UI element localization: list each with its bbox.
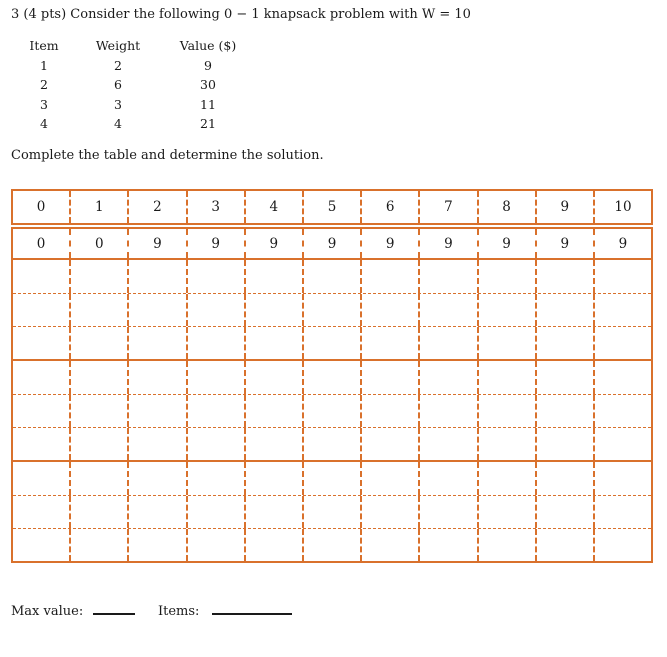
empty-cell[interactable] <box>593 294 651 326</box>
capacity-cell: 1 <box>69 191 127 223</box>
capacity-cell: 6 <box>360 191 418 223</box>
item-row <box>20 56 248 76</box>
empty-cell[interactable] <box>127 294 185 326</box>
empty-row-group <box>11 361 653 462</box>
empty-row-group <box>11 260 653 361</box>
capacity-cell: 8 <box>477 191 535 223</box>
empty-cell[interactable] <box>13 462 69 495</box>
empty-cell[interactable] <box>186 395 244 427</box>
items-table <box>20 36 248 134</box>
empty-cell[interactable] <box>302 395 360 427</box>
empty-cell[interactable] <box>244 294 302 326</box>
empty-cell[interactable] <box>360 327 418 359</box>
capacity-cell: 9 <box>535 191 593 223</box>
item-row <box>20 95 248 115</box>
item-row <box>20 75 248 95</box>
empty-cell[interactable] <box>593 428 651 460</box>
item-number: 3 <box>40 96 48 112</box>
empty-cell[interactable] <box>244 496 302 528</box>
empty-cell[interactable] <box>477 395 535 427</box>
empty-cell[interactable] <box>244 395 302 427</box>
capacity-cell: 0 <box>36 199 46 215</box>
empty-row <box>13 528 651 561</box>
empty-cell[interactable] <box>477 294 535 326</box>
empty-cell[interactable] <box>535 428 593 460</box>
empty-cell[interactable] <box>244 428 302 460</box>
empty-cell[interactable] <box>418 395 476 427</box>
max-value-blank[interactable] <box>93 599 135 615</box>
empty-cell[interactable] <box>477 529 535 561</box>
empty-cell[interactable] <box>418 529 476 561</box>
empty-row <box>13 462 651 495</box>
empty-cell[interactable] <box>244 462 302 495</box>
item-row <box>20 114 248 134</box>
item-weight: 3 <box>114 96 122 112</box>
item-number: 1 <box>40 57 48 73</box>
empty-cell[interactable] <box>418 361 476 394</box>
empty-cell[interactable] <box>127 496 185 528</box>
empty-row <box>13 293 651 326</box>
empty-cell[interactable] <box>535 462 593 495</box>
items-field <box>158 599 292 619</box>
empty-cell[interactable] <box>535 260 593 293</box>
capacity-cell: 3 <box>186 191 244 223</box>
capacity-cell: 2 <box>127 191 185 223</box>
base-cell: 0 <box>36 235 46 252</box>
empty-cell[interactable] <box>13 260 69 293</box>
empty-cell[interactable] <box>186 529 244 561</box>
base-cell: 9 <box>477 229 535 258</box>
empty-cell[interactable] <box>69 294 127 326</box>
item-header: Item <box>29 38 59 54</box>
weight-header: Weight <box>95 38 141 54</box>
dp-table <box>11 189 653 563</box>
empty-cell[interactable] <box>302 327 360 359</box>
item-weight: 6 <box>114 77 122 93</box>
value-header: Value ($) <box>179 38 237 54</box>
empty-cell[interactable] <box>302 428 360 460</box>
empty-row <box>13 394 651 427</box>
empty-cell[interactable] <box>535 294 593 326</box>
empty-cell[interactable] <box>593 395 651 427</box>
empty-row <box>13 361 651 394</box>
item-value: 21 <box>200 116 216 132</box>
empty-cell[interactable] <box>69 529 127 561</box>
item-value: 30 <box>200 77 216 93</box>
empty-cell[interactable] <box>244 327 302 359</box>
empty-cell[interactable] <box>360 395 418 427</box>
empty-cell[interactable] <box>535 327 593 359</box>
empty-cell[interactable] <box>477 260 535 293</box>
empty-cell[interactable] <box>186 294 244 326</box>
base-cell: 9 <box>535 229 593 258</box>
max-value-label: Max value: <box>11 604 84 619</box>
empty-cell[interactable] <box>127 361 185 394</box>
empty-cell[interactable] <box>69 428 127 460</box>
empty-cell[interactable] <box>13 428 69 460</box>
empty-row-group <box>11 462 653 563</box>
empty-cell[interactable] <box>244 260 302 293</box>
empty-cell[interactable] <box>593 529 651 561</box>
item-weight: 2 <box>114 57 122 73</box>
base-cell: 0 <box>69 229 127 258</box>
items-blank[interactable] <box>212 599 292 615</box>
items-table-header <box>20 36 248 56</box>
empty-cell[interactable] <box>535 361 593 394</box>
empty-cell[interactable] <box>69 462 127 495</box>
empty-cell[interactable] <box>186 462 244 495</box>
empty-cell[interactable] <box>127 327 185 359</box>
empty-cell[interactable] <box>418 462 476 495</box>
empty-row <box>13 427 651 460</box>
empty-cell[interactable] <box>593 496 651 528</box>
empty-row <box>13 260 651 293</box>
base-cell: 9 <box>127 229 185 258</box>
base-row <box>11 227 653 260</box>
empty-cell[interactable] <box>127 395 185 427</box>
item-number: 2 <box>40 77 48 93</box>
empty-cell[interactable] <box>69 496 127 528</box>
empty-cell[interactable] <box>360 294 418 326</box>
empty-cell[interactable] <box>127 260 185 293</box>
empty-cell[interactable] <box>13 496 69 528</box>
empty-cell[interactable] <box>477 327 535 359</box>
empty-cell[interactable] <box>360 529 418 561</box>
empty-cell[interactable] <box>244 361 302 394</box>
empty-cell[interactable] <box>186 260 244 293</box>
empty-cell[interactable] <box>186 428 244 460</box>
base-cell: 9 <box>244 229 302 258</box>
empty-cell[interactable] <box>127 428 185 460</box>
empty-cell[interactable] <box>418 496 476 528</box>
capacity-cell: 4 <box>244 191 302 223</box>
empty-cell[interactable] <box>535 496 593 528</box>
empty-cell[interactable] <box>186 361 244 394</box>
empty-cell[interactable] <box>360 260 418 293</box>
empty-cell[interactable] <box>535 529 593 561</box>
empty-cell[interactable] <box>127 462 185 495</box>
empty-cell[interactable] <box>186 327 244 359</box>
empty-cell[interactable] <box>477 361 535 394</box>
empty-cell[interactable] <box>69 327 127 359</box>
question-text: 3 (4 pts) Consider the following 0 − 1 knapsack problem with W = 10 <box>11 7 471 22</box>
empty-cell[interactable] <box>302 361 360 394</box>
empty-cell[interactable] <box>13 529 69 561</box>
empty-cell[interactable] <box>244 529 302 561</box>
empty-cell[interactable] <box>13 395 69 427</box>
base-cell: 9 <box>360 229 418 258</box>
empty-cell[interactable] <box>302 529 360 561</box>
empty-cell[interactable] <box>593 462 651 495</box>
instruction-text: Complete the table and determine the solution. <box>11 148 324 163</box>
empty-cell[interactable] <box>69 395 127 427</box>
empty-cell[interactable] <box>69 260 127 293</box>
base-cell: 9 <box>593 229 651 258</box>
capacity-cell: 5 <box>302 191 360 223</box>
empty-cell[interactable] <box>127 529 185 561</box>
empty-cell[interactable] <box>418 327 476 359</box>
empty-cell[interactable] <box>418 260 476 293</box>
capacity-cell: 7 <box>418 191 476 223</box>
empty-cell[interactable] <box>535 395 593 427</box>
empty-cell[interactable] <box>477 428 535 460</box>
items-label: Items: <box>158 604 200 619</box>
empty-cell[interactable] <box>593 361 651 394</box>
empty-row <box>13 326 651 359</box>
empty-cell[interactable] <box>13 327 69 359</box>
empty-cell[interactable] <box>477 496 535 528</box>
empty-cell[interactable] <box>418 294 476 326</box>
empty-cell[interactable] <box>302 294 360 326</box>
empty-cell[interactable] <box>13 294 69 326</box>
base-cell: 9 <box>302 229 360 258</box>
max-value-field <box>11 599 135 619</box>
item-weight: 4 <box>114 116 122 132</box>
empty-cell[interactable] <box>360 496 418 528</box>
empty-cell[interactable] <box>302 496 360 528</box>
empty-cell[interactable] <box>418 428 476 460</box>
empty-cell[interactable] <box>360 361 418 394</box>
empty-cell[interactable] <box>302 260 360 293</box>
empty-cell[interactable] <box>360 428 418 460</box>
empty-cell[interactable] <box>69 361 127 394</box>
empty-cell[interactable] <box>593 327 651 359</box>
item-value: 9 <box>204 57 212 73</box>
empty-row <box>13 495 651 528</box>
item-number: 4 <box>40 116 48 132</box>
empty-cell[interactable] <box>593 260 651 293</box>
item-value: 11 <box>200 96 216 112</box>
capacity-header-row <box>11 189 653 225</box>
empty-cell[interactable] <box>477 462 535 495</box>
base-cell: 9 <box>186 229 244 258</box>
empty-cell[interactable] <box>186 496 244 528</box>
empty-cell[interactable] <box>360 462 418 495</box>
base-cell: 9 <box>418 229 476 258</box>
capacity-cell: 10 <box>593 191 651 223</box>
empty-cell[interactable] <box>302 462 360 495</box>
empty-cell[interactable] <box>13 361 69 394</box>
